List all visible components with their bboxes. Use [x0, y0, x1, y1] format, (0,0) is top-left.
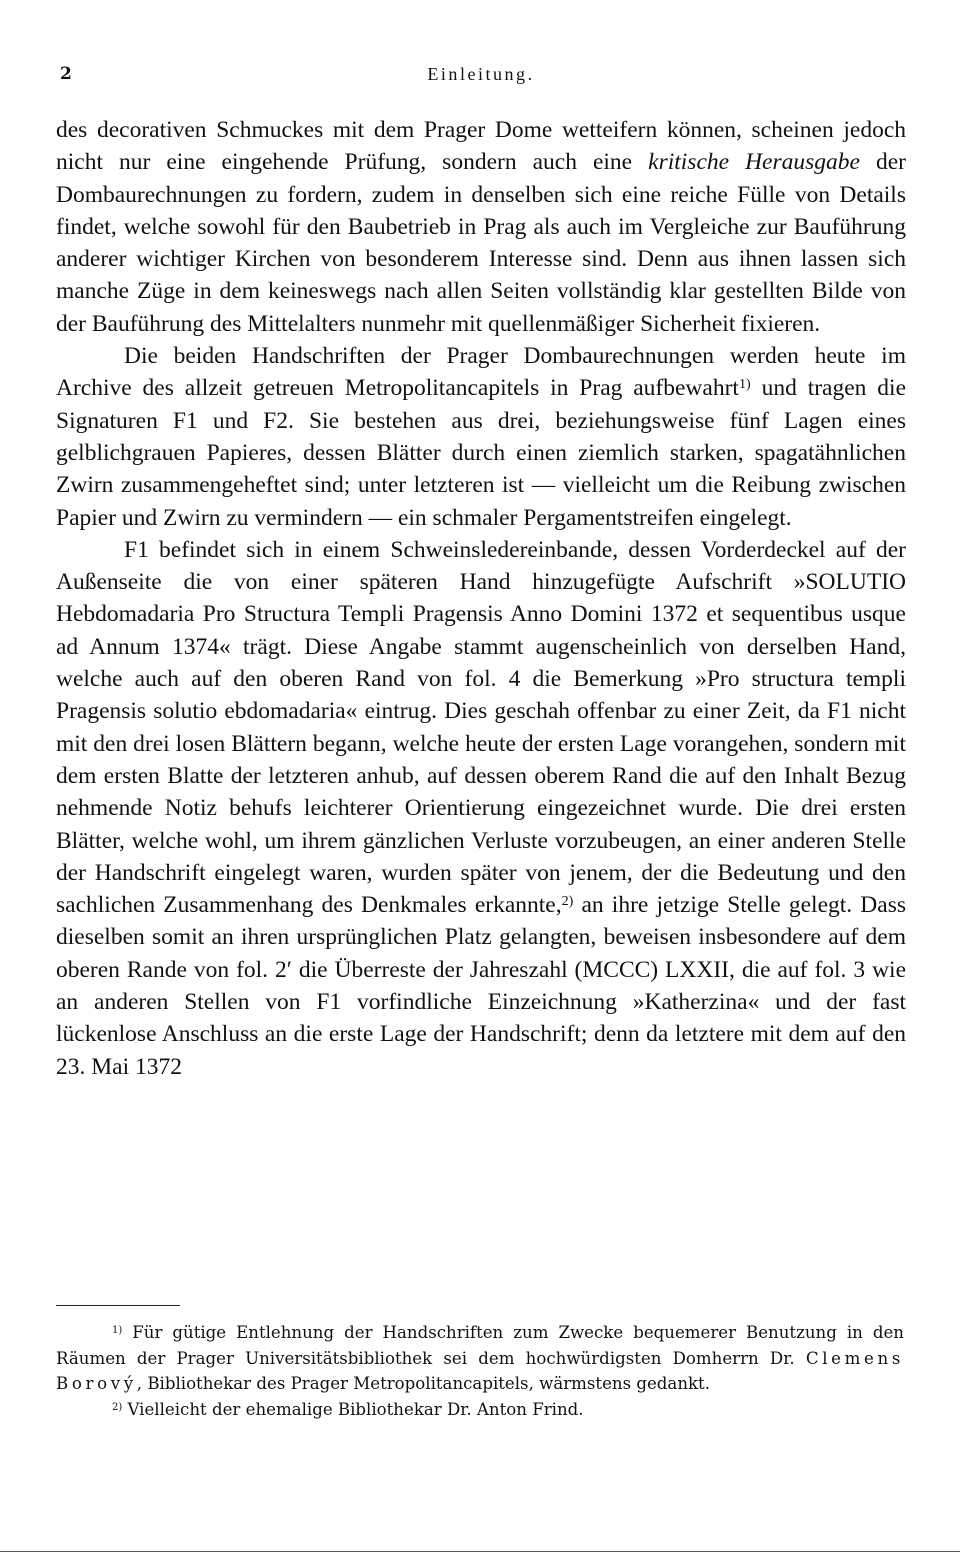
footnote-1 — [56, 1320, 904, 1397]
running-head: Einleitung. — [427, 64, 535, 84]
text-run: Vielleicht der ehemalige Bibliothekar Dr. Anton Frind. — [122, 1399, 584, 1419]
footnote-separator — [56, 1305, 180, 1306]
footnote-2 — [56, 1397, 904, 1423]
page-header — [56, 64, 906, 88]
spaced-name: Clemens Borový — [56, 1348, 904, 1393]
italic-emphasis: kritische Herausgabe — [648, 149, 860, 176]
footnotes — [56, 1320, 904, 1422]
footnote-marker: 1) — [112, 1325, 123, 1337]
text-run: Für gütige Entlehnung der Handschriften zum Zwecke bequemerer Benutzung in den Räumen der Prager Universitätsbibliothek sei dem hochwürdigsten Domherrn Dr. — [56, 1323, 904, 1368]
footnote-ref-2: 2) — [561, 893, 574, 910]
text-run: und tragen die Signaturen F1 und F2. Sie bestehen aus drei, beziehungsweise fünf Lagen eines gelblichgrauen Papieres, dessen Blätter durch einen ziemlich starken, spagatähnlichen Zwirn zusammengeheftet sind; unter letzteren ist — vielleicht um die Reibung zwischen Papier und Zwirn zu vermindern — ein schmaler Pergamentstreifen eingelegt. — [56, 375, 906, 531]
page-number: 2 — [60, 64, 72, 84]
paragraph-3 — [56, 534, 906, 1083]
text-run: des decorativen Schmuckes mit dem Prager Dome wetteifern können, scheinen jedoch nicht nur eine eingehende Prüfung, sondern auch eine — [56, 117, 906, 176]
text-run: an ihre jetzige Stelle gelegt. Dass dieselben somit an ihren ursprünglichen Platz gelangten, beweisen insbesondere auf dem oberen Rande von fol. 2′ die Überreste der Jahreszahl (MCCC) LXXII, die auf fol. 3 wie an anderen Stellen von F1 vorfindliche Einzeichnung »Katherzina« und der fast lückenlose Anschluss an die erste Lage der Handschrift; denn da letztere mit dem auf den 23. Mai 1372 — [56, 892, 906, 1080]
paragraph-1 — [56, 114, 906, 340]
footnote-ref-1: 1) — [738, 376, 751, 393]
scan-edge-line — [0, 1551, 960, 1552]
text-run: der Dombaurechnungen zu fordern, zudem in denselben sich eine reiche Fülle von Details findet, welche sowohl für den Baubetrieb in Prag als auch im Vergleiche zur Bauführung anderer wichtiger Kirchen von besonderem Interesse sind. Denn aus ihnen lassen sich manche Züge in dem keineswegs nach allen Seiten vollständig klar gestellten Bilde von der Bauführung des Mittelalters nunmehr mit quellenmäßiger Sicherheit fixieren. — [56, 149, 906, 337]
text-run: Die beiden Handschriften der Prager Dombaurechnungen werden heute im Archive des allzeit getreuen Metropolitancapitels in Prag aufbewahrt — [56, 343, 906, 402]
main-text — [56, 114, 906, 1083]
paragraph-2 — [56, 340, 906, 534]
text-run: , Bibliothekar des Prager Metropolitancapitels, wärmstens gedankt. — [136, 1374, 711, 1393]
footnote-marker: 2) — [112, 1401, 123, 1413]
text-run: F1 befindet sich in einem Schweinsledereinbande, dessen Vorderdeckel auf der Außenseite die von einer späteren Hand hinzugefügte Aufschrift »SOLUTIO Hebdomadaria Pro Structura Templi Pragensis Anno Domini 1372 et sequentibus usque ad Annum 1374« trägt. Diese Angabe stammt augenscheinlich von derselben Hand, welche auch auf den oberen Rand von fol. 4 die Bemerkung »Pro structura templi Pragensis solutio ebdomadaria« eintrug. Dies geschah offenbar zu einer Zeit, da F1 nicht mit den drei losen Blättern begann, welche heute der ersten Lage vorangehen, sondern mit dem ersten Blatte der letzteren anhub, auf dessen oberem Rand die auf den Inhalt Bezug nehmende Notiz behufs leichterer Orientierung eingezeichnet wurde. Die drei ersten Blätter, welche wohl, um ihrem gänzlichen Verluste vorzubeugen, an einer anderen Stelle der Handschrift eingelegt waren, wurden später von jenem, der die Bedeutung und den sachlichen Zusammenhang des Denkmales erkannte, — [56, 536, 906, 919]
